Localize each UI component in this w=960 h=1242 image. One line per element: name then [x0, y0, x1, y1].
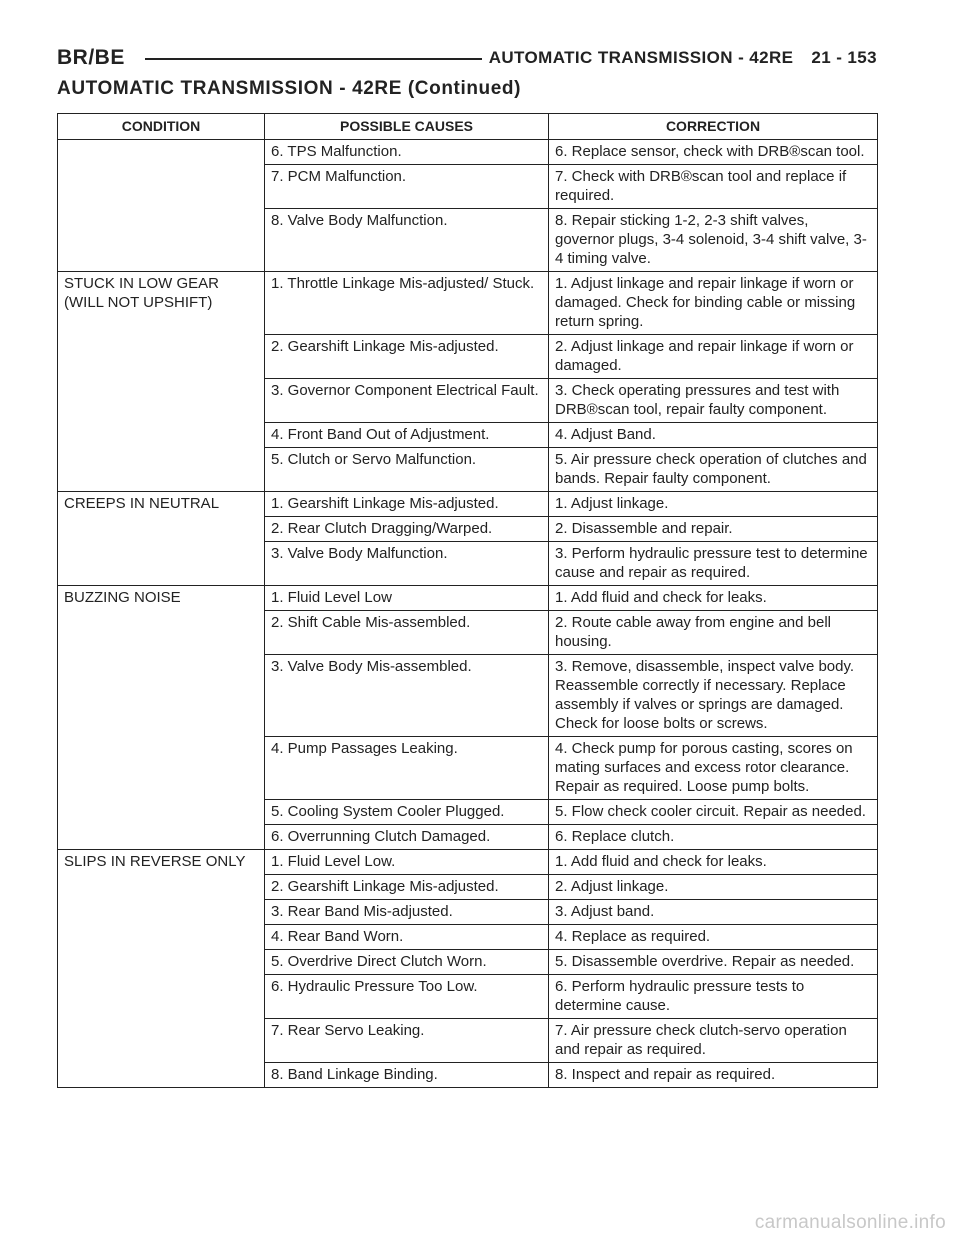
- correction-cell: 4. Check pump for porous casting, scores on mating surfaces and excess rotor clearance. Repair as required. Loose pump bolts.: [549, 737, 878, 800]
- correction-cell: 3. Perform hydraulic pressure test to determine cause and repair as required.: [549, 542, 878, 586]
- cause-cell: 5. Overdrive Direct Clutch Worn.: [265, 950, 549, 975]
- table-header-row: [58, 114, 878, 140]
- condition-cell: [58, 165, 265, 209]
- condition-cell: [58, 379, 265, 423]
- table-row: [58, 737, 878, 800]
- condition-cell: [58, 875, 265, 900]
- correction-cell: 3. Remove, disassemble, inspect valve body. Reassemble correctly if necessary. Replace assembly if valves or springs are damaged. Check for loose bolts or screws.: [549, 655, 878, 737]
- header-section: [489, 45, 877, 71]
- diagnosis-table: [57, 113, 878, 1088]
- cause-cell: 2. Rear Clutch Dragging/Warped.: [265, 517, 549, 542]
- correction-cell: 2. Route cable away from engine and bell housing.: [549, 611, 878, 655]
- correction-cell: 8. Inspect and repair as required.: [549, 1063, 878, 1088]
- cause-cell: 8. Band Linkage Binding.: [265, 1063, 549, 1088]
- condition-cell: [58, 209, 265, 272]
- table-row: [58, 423, 878, 448]
- condition-cell: [58, 423, 265, 448]
- cause-cell: 2. Gearshift Linkage Mis-adjusted.: [265, 335, 549, 379]
- cause-cell: 4. Rear Band Worn.: [265, 925, 549, 950]
- section-title: AUTOMATIC TRANSMISSION - 42RE (Continued): [57, 78, 522, 99]
- condition-cell: [58, 611, 265, 655]
- table-row: [58, 925, 878, 950]
- table-row: [58, 825, 878, 850]
- correction-cell: 1. Adjust linkage and repair linkage if worn or damaged. Check for binding cable or missing return spring.: [549, 272, 878, 335]
- condition-cell: [58, 335, 265, 379]
- correction-cell: 2. Adjust linkage.: [549, 875, 878, 900]
- column-header-causes: POSSIBLE CAUSES: [265, 114, 549, 140]
- table-row: [58, 1019, 878, 1063]
- page-header: [57, 44, 877, 74]
- table-row: [58, 875, 878, 900]
- correction-cell: 7. Check with DRB®scan tool and replace if required.: [549, 165, 878, 209]
- correction-cell: 5. Air pressure check operation of clutches and bands. Repair faulty component.: [549, 448, 878, 492]
- correction-cell: 6. Replace sensor, check with DRB®scan tool.: [549, 140, 878, 165]
- table-row: [58, 655, 878, 737]
- table-row: [58, 950, 878, 975]
- correction-cell: 7. Air pressure check clutch-servo operation and repair as required.: [549, 1019, 878, 1063]
- table-row: [58, 209, 878, 272]
- table-row: [58, 850, 878, 875]
- table-row: [58, 335, 878, 379]
- cause-cell: 2. Gearshift Linkage Mis-adjusted.: [265, 875, 549, 900]
- cause-cell: 1. Gearshift Linkage Mis-adjusted.: [265, 492, 549, 517]
- cause-cell: 3. Rear Band Mis-adjusted.: [265, 900, 549, 925]
- correction-cell: 6. Perform hydraulic pressure tests to determine cause.: [549, 975, 878, 1019]
- table-row: [58, 800, 878, 825]
- page-number: 21 - 153: [811, 48, 877, 67]
- correction-cell: 6. Replace clutch.: [549, 825, 878, 850]
- table-row: [58, 517, 878, 542]
- condition-cell: CREEPS IN NEUTRAL: [58, 492, 265, 517]
- table-row: [58, 448, 878, 492]
- condition-cell: SLIPS IN REVERSE ONLY: [58, 850, 265, 875]
- correction-cell: 5. Flow check cooler circuit. Repair as needed.: [549, 800, 878, 825]
- condition-cell: [58, 925, 265, 950]
- correction-cell: 1. Adjust linkage.: [549, 492, 878, 517]
- column-header-correction: CORRECTION: [549, 114, 878, 140]
- table-row: [58, 492, 878, 517]
- condition-cell: [58, 655, 265, 737]
- table-row: [58, 586, 878, 611]
- cause-cell: 3. Governor Component Electrical Fault.: [265, 379, 549, 423]
- cause-cell: 3. Valve Body Mis-assembled.: [265, 655, 549, 737]
- correction-cell: 3. Check operating pressures and test with DRB®scan tool, repair faulty component.: [549, 379, 878, 423]
- correction-cell: 8. Repair sticking 1-2, 2-3 shift valves, governor plugs, 3-4 solenoid, 3-4 shift valve, 3-4 timing valve.: [549, 209, 878, 272]
- condition-cell: [58, 737, 265, 800]
- correction-cell: 1. Add fluid and check for leaks.: [549, 850, 878, 875]
- condition-cell: [58, 975, 265, 1019]
- watermark: carmanualsonline.info: [754, 1212, 946, 1233]
- condition-cell: [58, 542, 265, 586]
- cause-cell: 1. Fluid Level Low.: [265, 850, 549, 875]
- table-row: [58, 611, 878, 655]
- table-row: [58, 542, 878, 586]
- cause-cell: 5. Cooling System Cooler Plugged.: [265, 800, 549, 825]
- column-header-condition: CONDITION: [58, 114, 265, 140]
- correction-cell: 4. Replace as required.: [549, 925, 878, 950]
- correction-cell: 1. Add fluid and check for leaks.: [549, 586, 878, 611]
- correction-cell: 4. Adjust Band.: [549, 423, 878, 448]
- condition-cell: [58, 140, 265, 165]
- cause-cell: 4. Pump Passages Leaking.: [265, 737, 549, 800]
- cause-cell: 4. Front Band Out of Adjustment.: [265, 423, 549, 448]
- cause-cell: 6. Hydraulic Pressure Too Low.: [265, 975, 549, 1019]
- condition-cell: [58, 825, 265, 850]
- table-row: [58, 165, 878, 209]
- correction-cell: 5. Disassemble overdrive. Repair as needed.: [549, 950, 878, 975]
- condition-cell: [58, 1063, 265, 1088]
- condition-cell: [58, 517, 265, 542]
- cause-cell: 3. Valve Body Malfunction.: [265, 542, 549, 586]
- table-row: [58, 379, 878, 423]
- cause-cell: 7. PCM Malfunction.: [265, 165, 549, 209]
- correction-cell: 2. Adjust linkage and repair linkage if worn or damaged.: [549, 335, 878, 379]
- cause-cell: 6. Overrunning Clutch Damaged.: [265, 825, 549, 850]
- table-row: [58, 1063, 878, 1088]
- cause-cell: 1. Fluid Level Low: [265, 586, 549, 611]
- header-rule: [145, 58, 482, 60]
- condition-cell: [58, 950, 265, 975]
- table-row: [58, 975, 878, 1019]
- cause-cell: 7. Rear Servo Leaking.: [265, 1019, 549, 1063]
- header-model: BR/BE: [57, 44, 131, 72]
- cause-cell: 6. TPS Malfunction.: [265, 140, 549, 165]
- condition-cell: BUZZING NOISE: [58, 586, 265, 611]
- cause-cell: 1. Throttle Linkage Mis-adjusted/ Stuck.: [265, 272, 549, 335]
- correction-cell: 2. Disassemble and repair.: [549, 517, 878, 542]
- table-row: [58, 140, 878, 165]
- cause-cell: 2. Shift Cable Mis-assembled.: [265, 611, 549, 655]
- header-section-title: AUTOMATIC TRANSMISSION - 42RE: [488, 48, 794, 67]
- condition-cell: STUCK IN LOW GEAR (WILL NOT UPSHIFT): [58, 272, 265, 335]
- condition-cell: [58, 900, 265, 925]
- table-row: [58, 272, 878, 335]
- condition-cell: [58, 448, 265, 492]
- condition-cell: [58, 1019, 265, 1063]
- condition-cell: [58, 800, 265, 825]
- cause-cell: 8. Valve Body Malfunction.: [265, 209, 549, 272]
- correction-cell: 3. Adjust band.: [549, 900, 878, 925]
- table-row: [58, 900, 878, 925]
- table-body: [58, 140, 878, 1088]
- cause-cell: 5. Clutch or Servo Malfunction.: [265, 448, 549, 492]
